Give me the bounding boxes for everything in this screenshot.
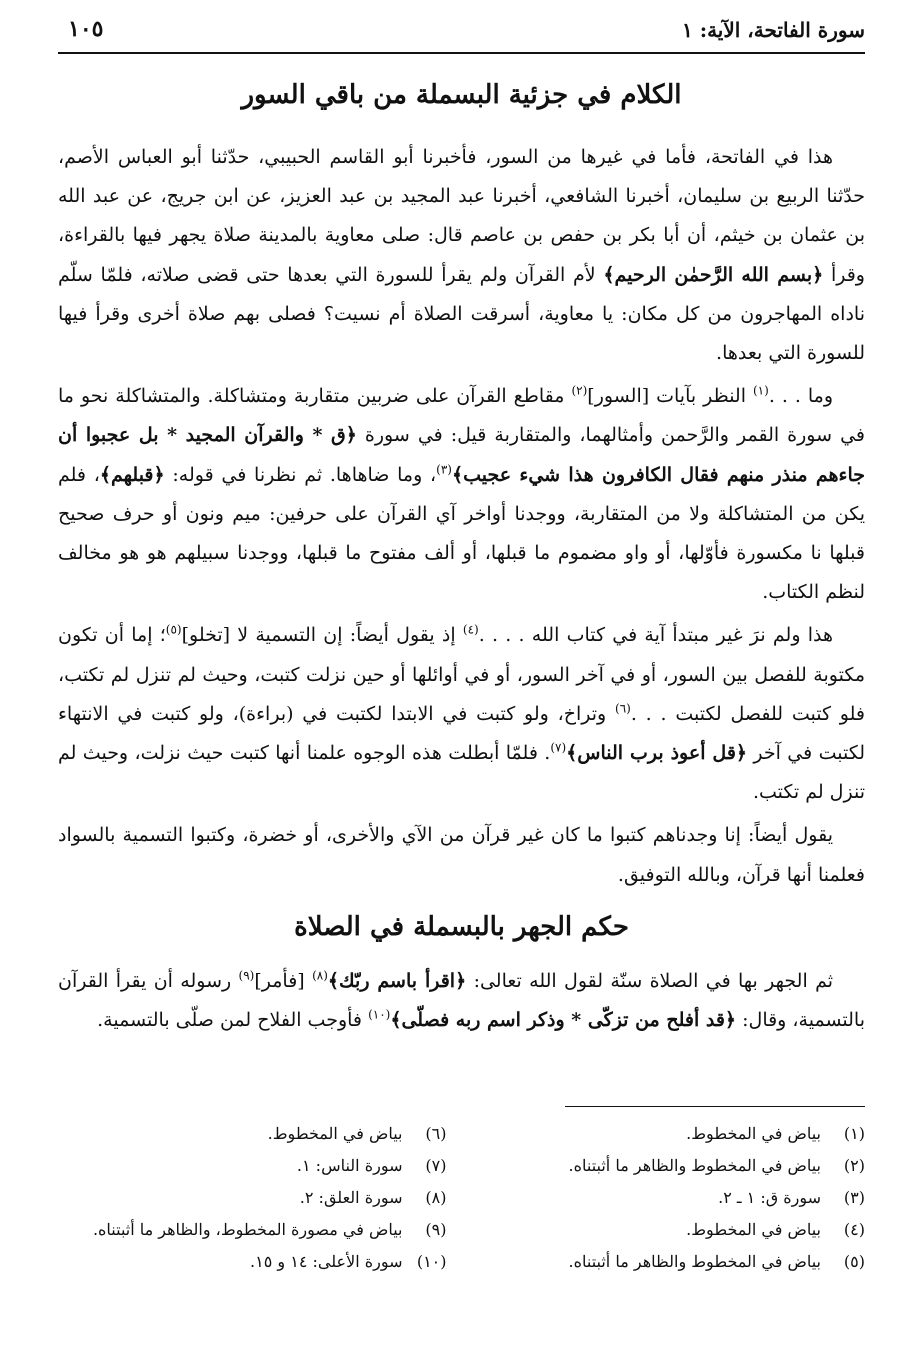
footnote (58, 1214, 447, 1246)
quran-quote: ﴿ق * والقرآن المجيد * بل عجبوا أن جاءهم منذر منهم فقال الكافرون هذا شيء عجيب﴾ (58, 424, 865, 486)
footnote-text: سورة الناس: ١. (296, 1156, 403, 1175)
footnote-number: (٨) (425, 1188, 447, 1207)
footnote-text: سورة ق: ١ ـ ٢. (718, 1188, 821, 1207)
text-span: لأم القرآن ولم يقرأ للسورة التي بعدها حتى قضى صلاته، فلمّا سلّم ناداه المهاجرون من كل مكان: يا معاوية، أسرقت الصلاة أم نسيت؟ فصلى بهم صلاة أخرى وقرأ فيها للسورة التي بعدها. (58, 263, 865, 365)
footnote-ref: (١) (752, 383, 769, 398)
text-span: رسوله أن يقرأ القرآن بالتسمية، وقال: (58, 970, 865, 1032)
paragraph (58, 138, 865, 373)
paragraph: يقول أيضاً: إنا وجدناهم كتبوا ما كان غير قرآن من الآي والأخرى، أو خضرة، وكتبوا التسمية بالسواد فعلمنا أنها قرآن، وبالله التوفيق. (58, 824, 865, 886)
footnote (58, 1182, 447, 1214)
footnote-ref: (١٠) (368, 1007, 391, 1022)
text-span: ؛ إما أن تكون مكتوبة للفصل بين السور، أو في آخر السور، أو في أوائلها أو حين نزلت كتبت، وحيث لم تنزل لم تكتب، فلو كتبت للفصل لكتبت . . . (58, 624, 865, 725)
running-head (58, 8, 865, 54)
footnote-ref: (٩) (238, 968, 255, 983)
section-heading-basmala-part: الكلام في جزئية البسملة من باقي السور (241, 80, 682, 110)
footnote-text: بياض في مصورة المخطوط، والظاهر ما أثبتناه. (92, 1220, 403, 1239)
section-body-2 (58, 962, 865, 1040)
quran-quote: ﴿بسم الله الرَّحمٰن الرحيم﴾ (603, 263, 824, 286)
paragraph (58, 377, 865, 612)
footnote-text: بياض في المخطوط. (267, 1124, 403, 1143)
text-span: فأوجب الفلاح لمن صلّى بالتسمية. (97, 1009, 363, 1032)
footnote (58, 1246, 447, 1278)
footnote-ref: (٢) (571, 383, 588, 398)
quran-quote: ﴿قد أفلح من تزكّى * وذكر اسم ربه فصلّى﴾ (390, 1009, 737, 1032)
paragraph (58, 962, 865, 1040)
footnote (477, 1246, 866, 1278)
footnote (58, 1118, 447, 1150)
footnote-ref: (٥) (165, 623, 182, 638)
footnote (477, 1182, 866, 1214)
footnote-number: (١) (843, 1124, 865, 1143)
footnote-number: (٩) (425, 1220, 447, 1239)
footnote (477, 1214, 866, 1246)
footnote (477, 1150, 866, 1182)
footnote-separator (565, 1106, 865, 1107)
text-span: ، وما ضاهاها. ثم نظرنا في قوله: (172, 463, 437, 486)
section-heading-loud-basmala: حكم الجهر بالبسملة في الصلاة (294, 912, 629, 942)
quran-quote: ﴿اقرأ باسم ربّك﴾ (327, 970, 467, 992)
text-span: هذا ولم نرَ غير مبتدأ آية في كتاب الله . . . . (478, 624, 834, 647)
footnote-ref: (٦) (615, 701, 631, 716)
section-body-1 (58, 138, 865, 895)
paragraph (58, 616, 865, 812)
footnote-ref: (٣) (436, 462, 452, 477)
running-head-title: سورة الفاتحة، الآية: ١ (681, 18, 865, 42)
footnote (477, 1118, 866, 1150)
text-span: وتراخ، ولو كتبت في الابتدا لكتبت في (براءة)، ولو كتبت في الانتهاء لكتبت في آخر (58, 702, 865, 765)
text-span: النظر بآيات [السور] (587, 385, 746, 408)
footnote-number: (٦) (425, 1124, 447, 1143)
text-span: [فأمر] (254, 970, 305, 992)
footnote-number: (٣) (843, 1188, 865, 1207)
footnote-text: بياض في المخطوط. (686, 1220, 821, 1239)
footnote-number: (٧) (425, 1156, 447, 1175)
footnote-text: سورة العلق: ٢. (299, 1188, 403, 1207)
footnote-ref: (٨) (312, 968, 328, 983)
footnotes-left-column (58, 1118, 447, 1278)
text-span: إذ يقول أيضاً: إن التسمية لا [تخلو] (181, 624, 456, 647)
footnote-text: بياض في المخطوط والظاهر ما أثبتناه. (568, 1156, 821, 1175)
footnote-text: بياض في المخطوط. (686, 1124, 821, 1143)
footnotes (58, 1118, 865, 1278)
text-span: مقاطع القرآن على ضربين متقاربة ومتشاكلة. والمتشاكلة نحو ما في سورة القمر والرَّحمن وأمثالهما، والمتقاربة قيل: في سورة (58, 385, 865, 447)
footnote-number: (٢) (843, 1156, 865, 1175)
footnote-ref: (٤) (462, 623, 479, 638)
quran-quote: ﴿قبلهم﴾ (99, 463, 165, 486)
footnote-text: بياض في المخطوط والظاهر ما أثبتناه. (568, 1252, 821, 1271)
text-span: ثم الجهر بها في الصلاة سنّة لقول الله تعالى: (473, 970, 834, 992)
footnote-text: سورة الأعلى: ١٤ و ١٥. (250, 1252, 403, 1271)
footnote-number: (٥) (843, 1252, 865, 1271)
footnote (58, 1150, 447, 1182)
text-span: وما . . . (768, 385, 833, 408)
footnote-ref: (٧) (550, 740, 567, 755)
quran-quote: ﴿قل أعوذ برب الناس﴾ (566, 742, 748, 765)
footnotes-right-column (477, 1118, 866, 1278)
text-span: ، فلم يكن من المتشاكلة ولا من المتقاربة، ووجدنا أواخر آي القرآن على حرفين: ميم ونون أو حرف صحيح قبلها نا مكسورة فأوّلها، أو واو مضموم ما قبلها، أو ألف مفتوح ما قبلها، ووجدنا سبيلهم هو هو مخالف لنظم الكتاب. (58, 463, 865, 604)
footnote-number: (٤) (843, 1220, 865, 1239)
page-number: ١٠٥ (68, 16, 104, 42)
text-span: . فلمّا أبطلت هذه الوجوه علمنا أنها كتبت حيث نزلت، وحيث لم تنزل لم تكتب. (58, 742, 865, 804)
text-span: هذا في الفاتحة، فأما في غيرها من السور، فأخبرنا أبو القاسم الحبيبي، حدّثنا أبو العباس الأصم، حدّثنا الربيع بن سليمان، أخبرنا الشافعي، أخبرنا عبد المجيد بن عبد العزيز، عن ابن جريج، عن عبد الله بن عثمان بن خيثم، أن أبا بكر بن حفص بن عاصم قال: صلى معاوية بالمدينة صلاة يجهر فيها بالقراءة، وقرأ (58, 146, 865, 286)
footnote-number: (١٠) (416, 1252, 447, 1271)
